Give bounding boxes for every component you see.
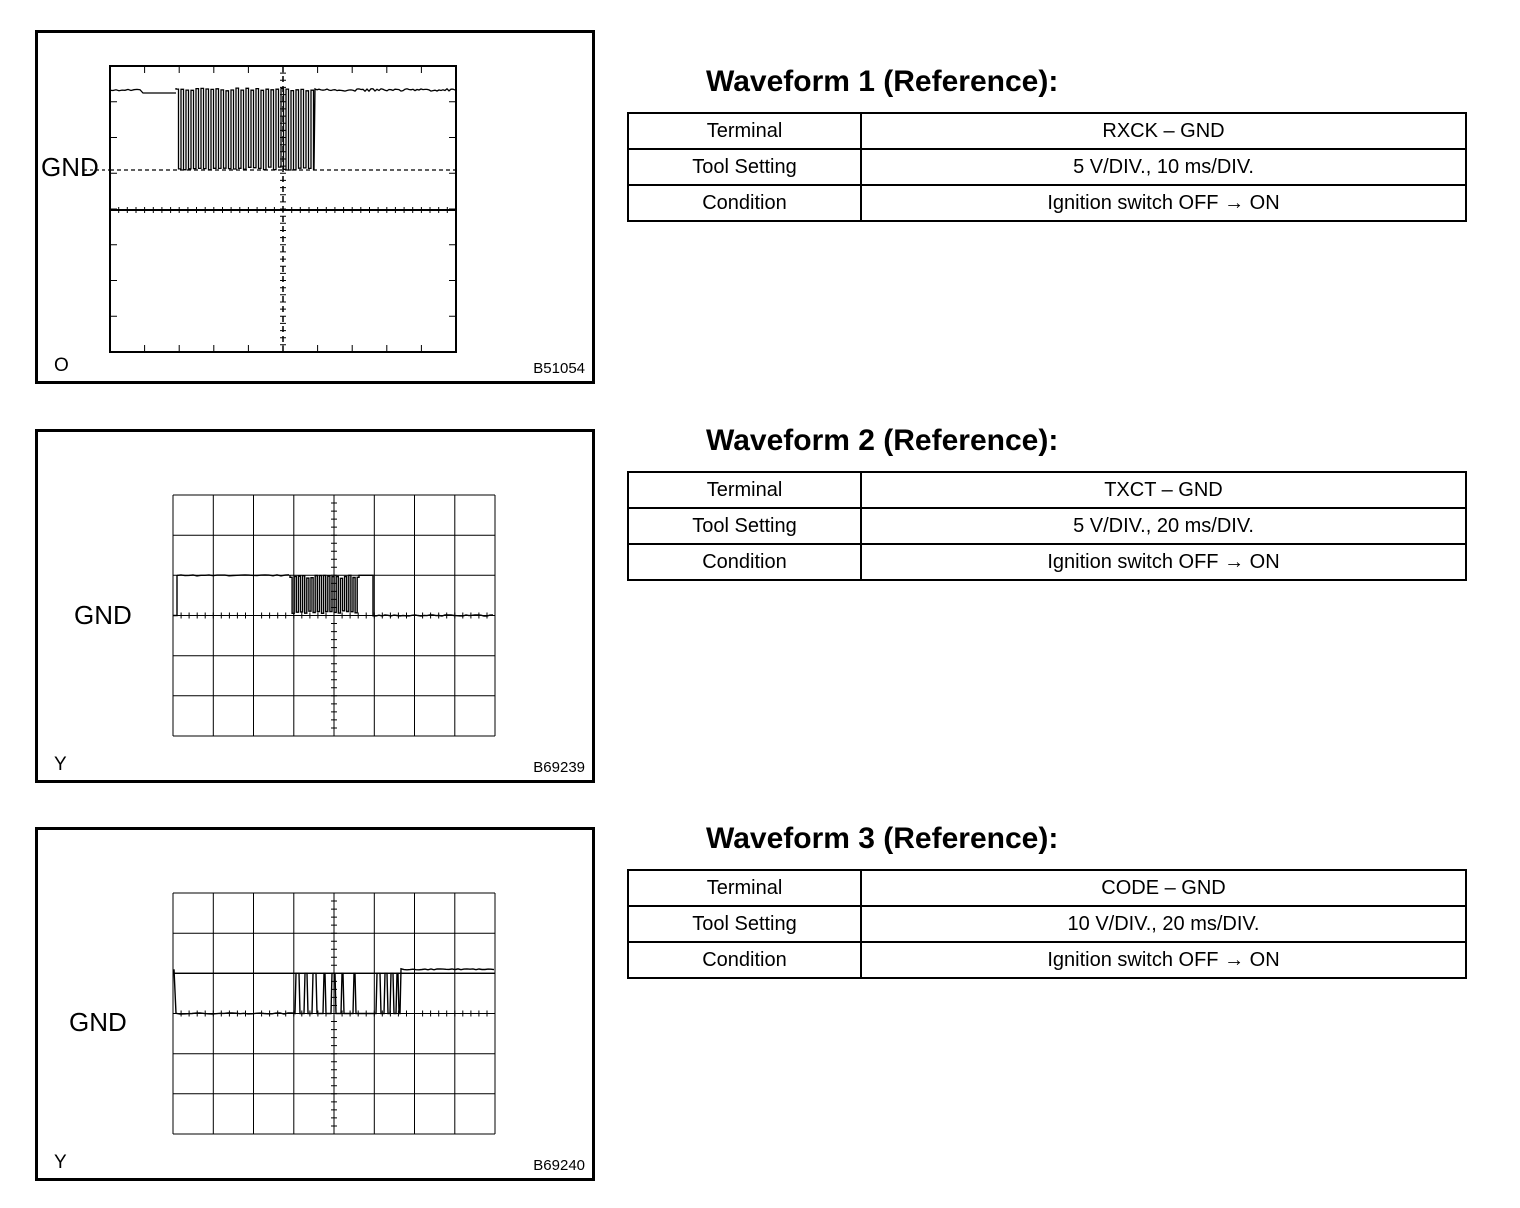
row-value: Ignition switch OFF → ON [861,544,1466,580]
table-row [628,185,1466,221]
table-row [628,906,1466,942]
table-row [628,942,1466,978]
row-key: Condition [628,185,861,221]
row-key: Condition [628,942,861,978]
signal-trace [173,575,493,616]
oscilloscope-panel-3 [35,827,595,1181]
waveform-title-1: Waveform 1 (Reference): [706,65,1059,98]
corner-letter: O [54,355,69,376]
figure-id: B69239 [533,759,585,776]
table-row [628,149,1466,185]
row-key: Condition [628,544,861,580]
oscilloscope-panel-2 [35,429,595,783]
row-key: Terminal [628,472,861,508]
row-key: Terminal [628,870,861,906]
table-row [628,113,1466,149]
corner-letter: Y [54,754,67,775]
row-value: CODE – GND [861,870,1466,906]
table-row [628,870,1466,906]
corner-letter: Y [54,1152,67,1173]
row-value: 5 V/DIV., 20 ms/DIV. [861,508,1466,544]
gnd-label: GND [74,600,132,630]
oscilloscope-screen-1 [38,33,592,381]
row-value: 5 V/DIV., 10 ms/DIV. [861,149,1466,185]
waveform-title-2: Waveform 2 (Reference): [706,424,1059,457]
waveform-info-table-3 [627,869,1467,979]
row-key: Tool Setting [628,149,861,185]
oscilloscope-screen-3 [38,830,592,1178]
table-row [628,508,1466,544]
row-key: Tool Setting [628,508,861,544]
row-value: RXCK – GND [861,113,1466,149]
figure-id: B69240 [533,1157,585,1174]
row-key: Tool Setting [628,906,861,942]
waveform-info-table-1 [627,112,1467,222]
figure-id: B51054 [533,360,585,377]
row-key: Terminal [628,113,861,149]
gnd-label: GND [41,152,99,182]
table-row [628,544,1466,580]
row-value: TXCT – GND [861,472,1466,508]
gnd-label: GND [69,1007,127,1037]
table-row [628,472,1466,508]
row-value: 10 V/DIV., 20 ms/DIV. [861,906,1466,942]
oscilloscope-panel-1 [35,30,595,384]
waveform-info-table-2 [627,471,1467,581]
row-value: Ignition switch OFF → ON [861,185,1466,221]
row-value: Ignition switch OFF → ON [861,942,1466,978]
waveform-title-3: Waveform 3 (Reference): [706,822,1059,855]
